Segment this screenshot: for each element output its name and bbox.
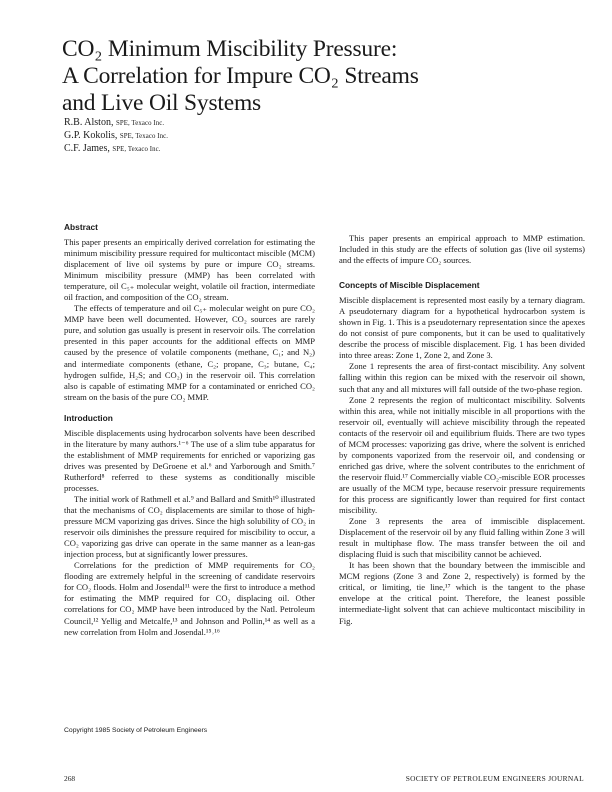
- title-line-3: and Live Oil Systems: [62, 90, 261, 116]
- journal-name: SOCIETY OF PETROLEUM ENGINEERS JOURNAL: [405, 774, 584, 783]
- concepts-paragraph: Zone 1 represents the area of first-contact miscibility. Any solvent falling within this region can be mixed with the reservoir oil shown, such that any and all mixtures will fall outside of the two-phase region.: [339, 361, 585, 394]
- concepts-heading: Concepts of Miscible Displacement: [339, 280, 480, 291]
- introduction-paragraph: The initial work of Rathmell et al.⁹ and Ballard and Smith¹⁰ illustrated that the mechanisms of CO₂ displacements are similar to those of high-pressure MCM vaporizing gas drives. Since the high solubility of CO₂ in reservoir oils diminishes the pressure required for miscibility to occur, a CO₂ vaporizing gas drive can operate in the same manner as a lean-gas injection process, but at significantly lower pressures.: [64, 493, 315, 560]
- author: [64, 117, 168, 130]
- title-line-1: CO₂ Minimum Miscibility Pressure:: [62, 36, 398, 62]
- author-name: C.F. James,: [64, 143, 110, 154]
- abstract-heading: Abstract: [64, 222, 98, 232]
- concepts-paragraph: Miscible displacement is represented most easily by a ternary diagram. A pseudoternary diagram for a hypothetical hydrocarbon system is shown in Fig. 1. This is a pseudoternary representation since the apexes do not consist of pure components, but it can be used to qualitatively describe the process of miscible displacement. Fig. 1 has been divided into three areas: Zone 1, Zone 2, and Zone 3.: [339, 295, 585, 361]
- introduction-heading: Introduction: [64, 412, 113, 423]
- author-name: R.B. Alston,: [64, 117, 114, 128]
- author: [64, 130, 168, 143]
- abstract-paragraph: The effects of temperature and oil C₅₊ molecular weight on pure CO₂ MMP have been well documented. However, CO₂ sources are rarely pure, and solution gas usually is present in reservoir oils. The correlation presented in this paper accounts for the additional effects on MMP caused by the presence of volatile components (methane, C₁; and N₂) and intermediate components (ethane, C₂; propane, C₃; butane, C₄; hydrogen sulfide, H₂S; and CO₂) in the reservoir oil. This correlation also is capable of estimating MMP for a contaminated or enriched CO₂ stream on the basis of the pure CO₂ MMP.: [64, 303, 315, 402]
- author-affiliation: SPE, Texaco Inc.: [112, 146, 161, 153]
- right-column: [339, 233, 585, 627]
- copyright-notice: Copyright 1985 Society of Petroleum Engineers: [64, 727, 208, 734]
- title-line-2: A Correlation for Impure CO₂ Streams: [62, 63, 419, 89]
- concepts-paragraph: It has been shown that the boundary between the immiscible and MCM regions (Zone 3 and Zone 2, respectively) is formed by the critical, or limiting, tie line,¹⁷ which is the tangent to the phase envelope at the critical point. Therefore, the leanest possible intermediate-light solvent that can achieve multicontact miscibility in Fig.: [339, 560, 585, 626]
- paper-title: [62, 36, 582, 117]
- author: [64, 143, 168, 156]
- introduction-paragraph: Miscible displacements using hydrocarbon solvents have been described in the literature by many authors.¹⁻⁶ The use of a slim tube apparatus for the establishment of MMP requirements for enriched or vaporizing gas drives was presented by DeGroene et al.⁶ and Yarborough and Smith.⁷ Rutherford⁸ referred to these systems as conditionally miscible processes.: [64, 427, 315, 493]
- introduction-paragraph: This paper presents an empirical approach to MMP estimation. Included in this study are the effects of solution gas (live oil systems) and the effects of impure CO₂ sources.: [339, 233, 585, 266]
- author-list: [64, 117, 168, 156]
- author-affiliation: SPE, Texaco Inc.: [115, 120, 165, 127]
- left-column: [64, 222, 315, 638]
- concepts-paragraph: Zone 3 represents the area of immiscible displacement. Displacement of the reservoir oil by any fluid falling within Zone 3 will result in multiphase flow. The mass transfer between the oil and displacing fluid is such that miscibility cannot be achieved.: [339, 516, 585, 560]
- author-name: G.P. Kokolis,: [64, 130, 118, 141]
- concepts-paragraph: Zone 2 represents the region of multicontact miscibility. Solvents within this area, while not initially miscible in all proportions with the reservoir oil, eventually will achieve miscibility through the repeated contacts of the reservoir oil and equilibrium fluids. There are two types of MCM processes: vaporizing gas drive, where the solvent is enriched by components vaporized from the reservoir oil, and condensing or enriched gas drive, where the solvent contributes to the enrichment of the reservoir fluid.¹⁷ Commercially viable CO₂-miscible EOR processes are usually of the MCM type, because reservoir pressure requirements for this process are significantly lower than required for first contact miscibility.: [339, 394, 585, 516]
- introduction-paragraph: Correlations for the prediction of MMP requirements for CO₂ flooding are extremely helpful in the screening of candidate reservoirs for CO₂ floods. Holm and Josendal¹¹ were the first to introduce a method for estimating the MMP required for CO₂ displacing oil. Other correlations for CO₂ MMP have been introduced by the Natl. Petroleum Council,¹² Yellig and Metcalfe,¹³ and Johnson and Pollin,¹⁴ as well as a new correlation from Holm and Josendal.¹⁵˒¹⁶: [64, 560, 315, 637]
- page-number: 268: [64, 774, 76, 783]
- author-affiliation: SPE, Texaco Inc.: [119, 133, 169, 140]
- abstract-paragraph: This paper presents an empirically derived correlation for estimating the minimum miscibility pressure required for multicontact miscible (MCM) displacement of live oil systems by pure or impure CO₂ streams. Minimum miscibility pressure (MMP) has been correlated with temperature, oil C₅₊ molecular weight, volatile oil fraction, intermediate oil fraction, and composition of the CO₂ stream.: [64, 237, 315, 303]
